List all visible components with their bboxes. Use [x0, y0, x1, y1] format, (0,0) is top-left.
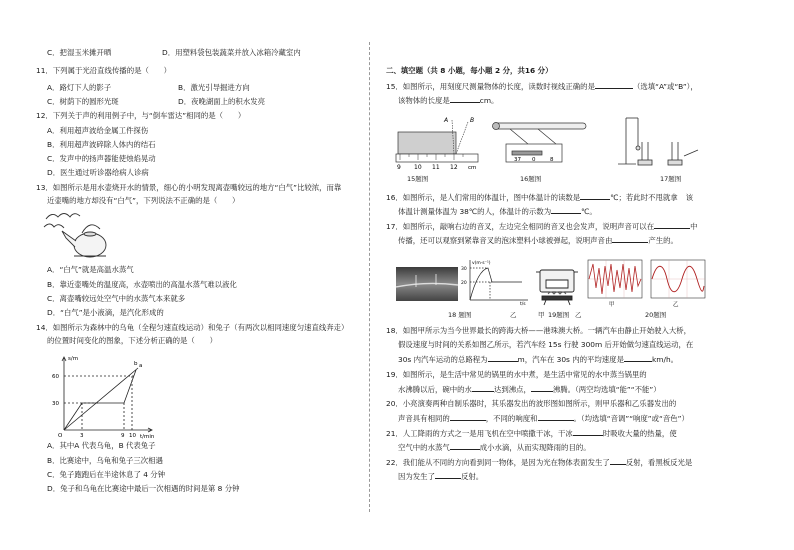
q20-blank-1[interactable] — [450, 413, 486, 421]
bridge-photo — [396, 267, 458, 301]
q22-text-b: 反射，看黑板反光是 — [625, 458, 693, 467]
q17-text-d: 产生的。 — [648, 236, 678, 245]
st-graph — [48, 352, 158, 440]
q17-text-c: 传播，还可以观察到紧靠音叉的泡沫塑料小球被弹起，说明声音由 — [398, 236, 613, 245]
graph-ylabel: s/m — [68, 356, 79, 362]
q21-text-d: 成小水滴，从而实现降雨的目的。 — [479, 443, 591, 452]
ruler-tick-9: 9 — [397, 164, 401, 170]
thermo-scale-0: 0 — [532, 157, 536, 163]
wave-label-right: 乙 — [673, 302, 679, 308]
q16-blank-1[interactable] — [580, 192, 610, 200]
section-heading: 二、填空题（共 8 小题，每小题 2 分，共16 分） — [386, 66, 553, 75]
q13-stem-1: 13．如图所示是用水壶烧开水的情景，细心的小明发现离壶嘴较远的地方“白气”比较浓，而靠 — [36, 183, 342, 192]
fig20-caption: 20题图 — [645, 311, 667, 319]
q15-text-c: 该物体的长度是 — [398, 96, 450, 105]
q13-opt-c: C．离壶嘴较远处空气中的水蒸气本来就多 — [47, 294, 186, 303]
q13-opt-a: A．“白气”就是高温水蒸气 — [47, 265, 134, 274]
q11-opt-a: A．路灯下人的影子 — [47, 83, 112, 92]
vt-vlabel: v(m·s⁻¹) — [472, 261, 491, 266]
fig19-label-a: 甲 — [538, 311, 545, 319]
wave-label-left: 甲 — [609, 302, 615, 308]
q20-text-c: 。（均选填“音调”“响度”或“音色”） — [573, 414, 689, 423]
q14-opt-d: D．兔子和乌龟在比赛途中最后一次相遇的时间是第 8 分钟 — [47, 484, 240, 493]
q19-text-c: 沸腾。（两空均选填“能”“不能”） — [552, 385, 661, 394]
ruler-tick-12: 12 — [450, 164, 458, 170]
ruler-figure — [392, 110, 484, 170]
q15-blank-1[interactable] — [595, 81, 633, 89]
q16-text-a: 16．如图所示，是人们常用的体温计，图中体温计的读数是 — [386, 193, 581, 202]
q15-text-a: 15．如图所示，用刻度尺测量物体的长度，读数时视线正确的是 — [386, 82, 595, 91]
fig-vt-caption: 乙 — [510, 311, 517, 319]
q21-line-1 — [386, 428, 677, 438]
q14-opt-a: A．其中A 代表乌龟，B 代表兔子 — [47, 441, 156, 450]
pot-figure — [532, 262, 582, 306]
q15-text-d: cm。 — [479, 96, 499, 105]
ruler-label-b: B — [470, 117, 475, 124]
q17-line-1 — [386, 221, 698, 231]
kettle-figure — [42, 205, 124, 261]
q21-text-b: 时吸收大量的热量，使 — [602, 429, 677, 438]
q19-text-a: 水沸腾以后，碗中的水 — [398, 385, 472, 394]
q19-line-1: 19．如图所示，是生活中常见的锅里的水中煮，是生活中常见的水中蒸当锅里的 — [386, 370, 647, 379]
q18-text-b: m，汽车在 30s 内的平均速度是 — [517, 355, 624, 364]
ruler-unit: cm — [468, 165, 477, 170]
graph-xlabel: t/min — [140, 434, 155, 440]
q18-line-2: 假设速度与时间的关系如图乙所示，若汽车经 15s 行驶 300m 后开始做匀速直线运动，在 — [398, 340, 694, 349]
q22-line-2 — [398, 471, 483, 481]
graph-xtick-3: 3 — [80, 433, 84, 439]
q16-text-b: ℃；若此时不甩就拿 — [610, 193, 678, 202]
q17-blank-2[interactable] — [612, 235, 648, 243]
graph-line-a-label: a — [139, 363, 143, 369]
q14-opt-b: B．比赛途中，乌龟和兔子三次相遇 — [47, 456, 163, 465]
q17-text-a: 17．如图所示，敲响右边的音叉，左边完全相同的音叉也会发声，说明声音可以在 — [386, 222, 655, 231]
fig16-caption: 16题图 — [520, 175, 542, 183]
q16-gap — [678, 193, 686, 200]
graph-ytick-60: 60 — [52, 374, 59, 380]
thermometer-figure — [492, 116, 588, 170]
vt-tlabel: t/s — [520, 302, 526, 306]
graph-ytick-30: 30 — [52, 401, 59, 407]
q13-opt-d: D．“白气”是小液滴，是汽化形成的 — [47, 308, 164, 317]
q22-text-d: 反射。 — [460, 472, 484, 481]
q17-blank-1[interactable] — [654, 221, 690, 229]
q22-text-c: 因为发生了 — [398, 472, 435, 481]
q17-line-2 — [398, 235, 678, 245]
q18-text-a: 30s 内汽车运动的总路程为 — [398, 355, 488, 364]
q20-line-2 — [398, 413, 689, 423]
q19-blank-2[interactable] — [531, 384, 553, 392]
q16-text-d: 体温计测量体温为 38℃的人，体温计的示数为 — [398, 207, 552, 216]
q14-opt-c: C．兔子跑跑后在半途休息了 4 分钟 — [47, 470, 166, 479]
vt-graph — [460, 256, 532, 306]
q21-text-a: 21．人工降雨的方式之一是用飞机在空中喷撒干冰，干冰 — [386, 429, 573, 438]
q16-line-1 — [386, 192, 693, 202]
fig19-caption: 19题图 — [548, 311, 570, 319]
q21-line-2 — [398, 442, 591, 452]
q14-stem-2: 的位置时间变化的图象，下述分析正确的是（ ） — [47, 336, 217, 345]
q19-line-2 — [398, 384, 661, 394]
tuning-fork-figure — [614, 110, 704, 168]
q13-stem-2: 近壶嘴的地方却没有“白气”，下列说法不正确的是（ ） — [47, 196, 240, 205]
thermo-scale-37: 37 — [514, 157, 521, 163]
q16-text-c: 该 — [685, 193, 694, 202]
q19-blank-1[interactable] — [472, 384, 494, 392]
q15-line-2 — [398, 95, 498, 105]
q11-opt-c: C．树荫下的圆形光斑 — [47, 97, 119, 106]
graph-xtick-10: 10 — [129, 433, 136, 439]
q20-line-1: 20．小亮演奏两种自制乐器时，其乐器发出的波形图如图所示，则甲乐器和乙乐器发出的 — [386, 399, 677, 408]
q11-opt-d: D．夜晚湖面上的积水发亮 — [178, 97, 265, 106]
option-c-prev: C．把湿玉米摊开晒 — [47, 48, 112, 57]
ruler-tick-11: 11 — [432, 164, 440, 170]
fig18-caption: 18 题图 — [448, 311, 472, 319]
fig15-caption: 15题图 — [407, 175, 429, 183]
q20-blank-2[interactable] — [538, 413, 574, 421]
thermo-scale-8: 8 — [550, 157, 554, 163]
waveform-figure — [587, 258, 707, 308]
q18-line-1: 18．如图甲所示为当今世界最长的跨海大桥——港珠澳大桥。一辆汽车由静止开始驶入大桥， — [386, 326, 692, 335]
graph-xtick-9: 9 — [121, 433, 125, 439]
graph-line-b-label: b — [134, 361, 138, 367]
vt-tick-20: 20 — [461, 281, 467, 286]
q12-opt-c: C．发声中的扬声器能使烛焰晃动 — [47, 154, 156, 163]
q17-text-b: 中 — [690, 222, 698, 231]
q18-text-c: km/h。 — [651, 355, 679, 364]
q12-stem: 12．下列关于声的利用例子中，与“倒车雷达”相同的是（ ） — [36, 111, 246, 120]
q22-line-1 — [386, 457, 692, 467]
ruler-tick-10: 10 — [414, 164, 422, 170]
q22-blank-2[interactable] — [435, 471, 461, 479]
q16-blank-2[interactable] — [551, 206, 581, 214]
q12-opt-a: A．利用超声波给金属工件探伤 — [47, 126, 149, 135]
column-divider — [369, 42, 370, 512]
fig17-caption: 17题图 — [660, 175, 682, 183]
q12-opt-b: B．利用超声波碎除人体内的结石 — [47, 140, 156, 149]
q18-blank-1[interactable] — [488, 354, 518, 362]
q21-blank-2[interactable] — [450, 442, 480, 450]
q22-blank-1[interactable] — [610, 457, 626, 465]
q15-text-b: （选填“A”或“B”）， — [632, 82, 698, 91]
q19-text-b: 达到沸点， — [493, 385, 531, 394]
vt-tick-30: 30 — [461, 267, 467, 272]
q16-text-e: ℃。 — [581, 207, 597, 216]
q16-line-2 — [398, 206, 597, 216]
q20-text-a: 声音具有相同的 — [398, 414, 450, 423]
q11-opt-b: B．激光引导掘进方向 — [178, 83, 250, 92]
q14-stem-1: 14．如图所示为森林中的乌龟（全程匀速直线运动）和兔子（有两次以相同速度匀速直线奔走） — [36, 323, 349, 332]
q21-blank-1[interactable] — [573, 428, 603, 436]
q18-blank-2[interactable] — [624, 354, 652, 362]
q22-text-a: 22．我们能从不同的方向看到同一物体，是因为光在物体表面发生了 — [386, 458, 610, 467]
q15-line-1 — [386, 81, 698, 91]
graph-origin: O — [58, 433, 63, 439]
q15-blank-2[interactable] — [450, 95, 480, 103]
option-d-prev: D．用塑料袋包装蔬菜并放入冰箱冷藏室内 — [162, 48, 301, 57]
q12-opt-d: D．医生通过听诊器给病人诊病 — [47, 168, 149, 177]
q18-line-3 — [398, 354, 678, 364]
q21-text-c: 空气中的水蒸气 — [398, 443, 450, 452]
q13-opt-b: B．靠近壶嘴处的温度高，水壶喷出的高温水蒸气难以液化 — [47, 280, 237, 289]
q20-text-b: ，不同的响度和 — [485, 414, 538, 423]
q11-stem: 11．下列属于光沿直线传播的是（ ） — [36, 66, 172, 75]
ruler-label-a: A — [444, 117, 449, 124]
fig19-label-b: 乙 — [575, 311, 582, 319]
